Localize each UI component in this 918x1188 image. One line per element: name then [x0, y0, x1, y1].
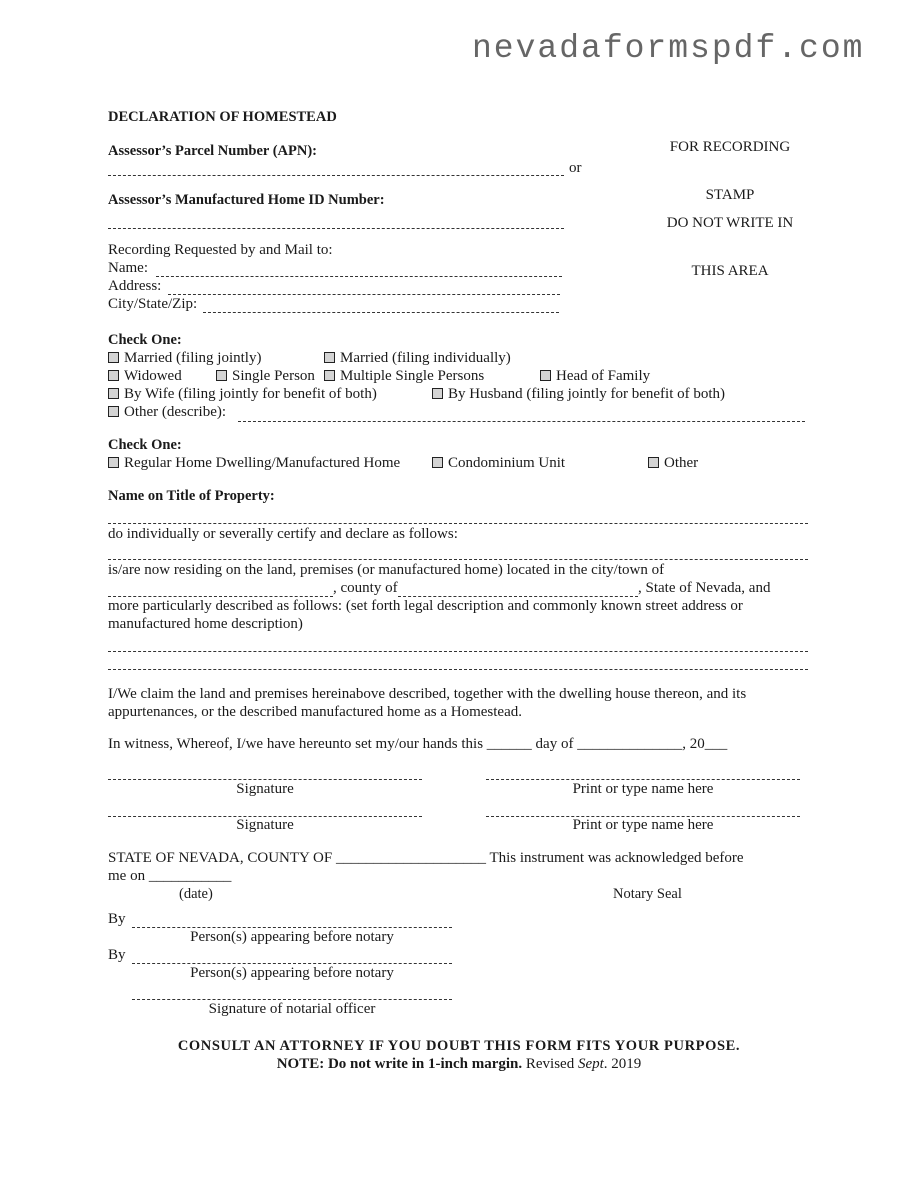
marital-heading: Check One:	[108, 332, 182, 348]
signature-field-1[interactable]	[108, 779, 422, 780]
certify-text: do individually or severally certify and declare as follows:	[108, 526, 458, 542]
checkbox[interactable]	[216, 370, 227, 381]
option-label: Other (describe):	[124, 404, 227, 420]
title-heading: Name on Title of Property:	[108, 488, 275, 504]
margin-note	[0, 1057, 918, 1072]
checkbox[interactable]	[324, 370, 335, 381]
option-multiple-single[interactable]	[324, 369, 484, 384]
option-label: Multiple Single Persons	[340, 368, 485, 384]
name-label: Name:	[108, 260, 148, 276]
city-field[interactable]	[203, 312, 559, 313]
name-field[interactable]	[156, 276, 562, 277]
consult-attorney-notice: CONSULT AN ATTORNEY IF YOU DOUBT THIS FORM FITS YOUR PURPOSE.	[177, 1038, 741, 1054]
option-regular-home[interactable]	[108, 456, 400, 471]
option-label: By Wife (filing jointly for benefit of both)	[124, 386, 377, 402]
notary-seal-label: Notary Seal	[613, 886, 682, 902]
option-label: Regular Home Dwelling/Manufactured Home	[124, 455, 401, 471]
stamp-line-1: FOR RECORDING	[669, 139, 791, 155]
property-type-heading: Check One:	[108, 437, 182, 453]
option-label: Single Person	[232, 368, 315, 384]
option-single-person[interactable]	[216, 369, 315, 384]
print-name-caption-1: Print or type name here	[572, 781, 714, 797]
person-field-2[interactable]	[132, 963, 452, 964]
checkbox[interactable]	[432, 388, 443, 399]
or-text: or	[569, 160, 582, 176]
description-field-2[interactable]	[108, 669, 808, 670]
option-label: Married (filing jointly)	[124, 350, 262, 366]
checkbox[interactable]	[540, 370, 551, 381]
print-name-field-1[interactable]	[486, 779, 800, 780]
stamp-line-2: STAMP	[705, 187, 755, 203]
option-condo[interactable]	[432, 456, 565, 471]
signature-caption-1: Signature	[236, 781, 294, 797]
certify-field[interactable]	[108, 559, 808, 560]
checkbox[interactable]	[108, 388, 119, 399]
option-other-describe[interactable]	[108, 405, 226, 420]
by-label-2: By	[108, 947, 126, 963]
option-married-individually[interactable]	[324, 351, 511, 366]
description-field-1[interactable]	[108, 651, 808, 652]
option-widowed[interactable]	[108, 369, 182, 384]
checkbox[interactable]	[648, 457, 659, 468]
checkbox[interactable]	[108, 370, 119, 381]
notary-state-county: STATE OF NEVADA, COUNTY OF ____________________ This instrument was acknowledged before	[108, 850, 744, 866]
county-field[interactable]	[398, 596, 638, 597]
dnw-line-2: THIS AREA	[691, 263, 769, 279]
residing-text: is/are now residing on the land, premises (or manufactured home) located in the city/town of	[108, 562, 665, 578]
by-label-1: By	[108, 911, 126, 927]
particularly-text: more particularly described as follows: (set forth legal description and commonly known street address or	[108, 598, 743, 614]
margin-note-bold: NOTE: Do not write in 1-inch margin.	[276, 1056, 523, 1072]
option-other[interactable]	[648, 456, 698, 471]
revised-month: Sept	[577, 1056, 604, 1072]
dnw-line-1: DO NOT WRITE IN	[666, 215, 794, 231]
signature-caption-2: Signature	[236, 817, 294, 833]
state-text: , State of Nevada, and	[638, 580, 771, 596]
address-label: Address:	[108, 278, 162, 294]
checkbox[interactable]	[324, 352, 335, 363]
option-head-of-family[interactable]	[540, 369, 650, 384]
claim-line-2: appurtenances, or the described manufactured home as a Homestead.	[108, 704, 522, 720]
title-name-field[interactable]	[108, 523, 808, 524]
do-not-write-label	[630, 186, 830, 294]
recording-requested: Recording Requested by and Mail to:	[108, 242, 333, 258]
apn-label: Assessor’s Parcel Number (APN):	[108, 143, 317, 159]
checkbox[interactable]	[108, 406, 119, 417]
option-label: By Husband (filing jointly for benefit of both)	[448, 386, 726, 402]
revised-label: Revised	[525, 1056, 575, 1072]
print-name-caption-2: Print or type name here	[572, 817, 714, 833]
witness-text: In witness, Whereof, I/we have hereunto set my/our hands this ______ day of ______________, 20___	[108, 736, 728, 752]
option-label: Head of Family	[556, 368, 651, 384]
person-caption-1: Person(s) appearing before notary	[190, 929, 394, 945]
mh-id-field[interactable]	[108, 228, 564, 229]
form-title: DECLARATION OF HOMESTEAD	[108, 109, 337, 125]
city-label: City/State/Zip:	[108, 296, 198, 312]
notary-officer-caption: Signature of notarial officer	[208, 1001, 376, 1017]
county-of-text: , county of	[333, 580, 398, 596]
watermark-text: nevadaformspdf.com	[472, 30, 865, 67]
option-label: Widowed	[124, 368, 182, 384]
option-married-jointly[interactable]	[108, 351, 261, 366]
notary-me-on: me on ___________	[108, 868, 232, 884]
mh-id-label: Assessor’s Manufactured Home ID Number:	[108, 192, 385, 208]
checkbox[interactable]	[432, 457, 443, 468]
address-field[interactable]	[168, 294, 560, 295]
person-field-1[interactable]	[132, 927, 452, 928]
apn-field[interactable]	[108, 175, 564, 176]
option-by-husband[interactable]	[432, 387, 725, 402]
checkbox[interactable]	[108, 457, 119, 468]
option-label: Condominium Unit	[448, 455, 566, 471]
city-town-field[interactable]	[108, 596, 333, 597]
option-by-wife[interactable]	[108, 387, 377, 402]
other-describe-field[interactable]	[238, 421, 805, 422]
mh-desc-text: manufactured home description)	[108, 616, 303, 632]
revised-year: . 2019	[603, 1056, 642, 1072]
notary-date-caption: (date)	[179, 886, 213, 902]
option-label: Other	[664, 455, 699, 471]
checkbox[interactable]	[108, 352, 119, 363]
claim-line-1: I/We claim the land and premises hereinabove described, together with the dwelling house thereon, and its	[108, 686, 747, 702]
person-caption-2: Person(s) appearing before notary	[190, 965, 394, 981]
notary-officer-field[interactable]	[132, 999, 452, 1000]
option-label: Married (filing individually)	[340, 350, 511, 366]
